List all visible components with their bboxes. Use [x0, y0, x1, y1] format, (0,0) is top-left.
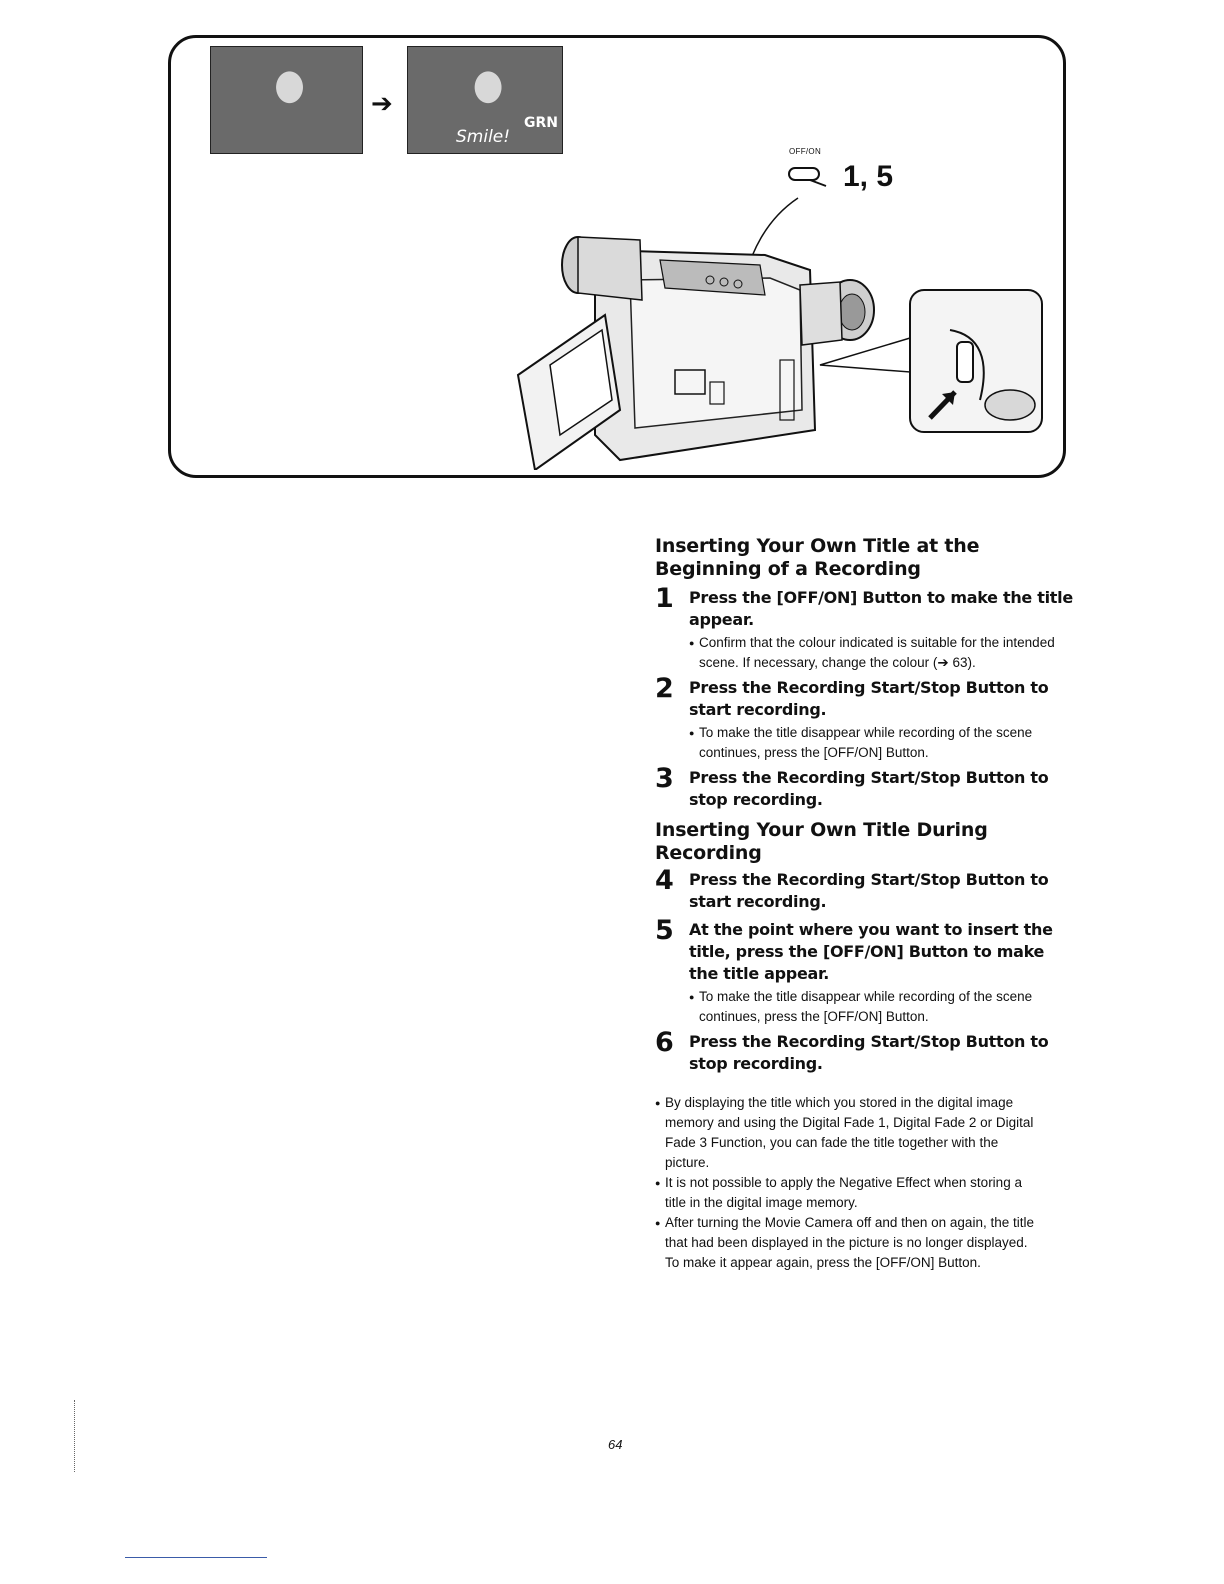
- step-number: 1: [655, 583, 674, 614]
- step-4: [655, 865, 1075, 913]
- step-instruction: Press the Recording Start/Stop Button to stop recording.: [689, 768, 1049, 809]
- offon-button-icon: [789, 168, 819, 180]
- margin-mark: [74, 1400, 76, 1472]
- right-arrow-icon: ➔: [371, 88, 393, 118]
- step-6: [655, 1027, 1075, 1075]
- step-2: [655, 673, 1075, 763]
- photo-title-text: Smile!: [456, 127, 511, 147]
- offon-button-label: OFF/ON: [789, 147, 822, 156]
- note-item: ● After turning the Movie Camera off and then on again, the title that had been displayed in the picture is no longer displayed. To make it appear again, press the [OFF/ON] Button.: [655, 1213, 1045, 1273]
- note-item: ● It is not possible to apply the Negative Effect when storing a title in the digital image memory.: [655, 1173, 1045, 1213]
- step-5: [655, 915, 1075, 1027]
- section-heading-during: Inserting Your Own Title During Recording: [655, 819, 988, 864]
- title-preview-photo-after: [407, 46, 563, 154]
- title-preview-photo-before: [210, 46, 363, 154]
- step-note: ● To make the title disappear while recording of the scene continues, press the [OFF/ON] Button.: [689, 723, 1075, 763]
- step-instruction: Press the [OFF/ON] Button to make the title appear.: [689, 588, 1073, 629]
- step-number: 3: [655, 763, 674, 794]
- note-item: ● By displaying the title which you stored in the digital image memory and using the Digital Fade 1, Digital Fade 2 or Digital Fade 3 Function, you can fade the title together with the picture.: [655, 1093, 1045, 1173]
- camcorder-illustration: [510, 160, 1050, 470]
- step-1: [655, 583, 1075, 673]
- step-3: [655, 763, 1075, 811]
- page-number: 64: [608, 1437, 623, 1452]
- step-number: 4: [655, 865, 674, 896]
- step-instruction: At the point where you want to insert the title, press the [OFF/ON] Button to make the title appear.: [689, 920, 1053, 983]
- step-instruction: Press the Recording Start/Stop Button to start recording.: [689, 870, 1049, 911]
- step-instruction: Press the Recording Start/Stop Button to stop recording.: [689, 1032, 1049, 1073]
- step-number: 6: [655, 1027, 674, 1058]
- section-heading-beginning: Inserting Your Own Title at the Beginning of a Recording: [655, 535, 980, 580]
- step-number: 2: [655, 673, 674, 704]
- instructions-column: [655, 535, 1075, 1273]
- step-note: ● Confirm that the colour indicated is suitable for the intended scene. If necessary, change the colour (➔ 63).: [689, 633, 1075, 673]
- step-note: ● To make the title disappear while recording of the scene continues, press the [OFF/ON] Button.: [689, 987, 1075, 1027]
- general-notes: [655, 1093, 1045, 1273]
- step-instruction: Press the Recording Start/Stop Button to start recording.: [689, 678, 1049, 719]
- photo-colour-indicator: GRN: [524, 115, 558, 131]
- step-callout-1-5: 1, 5: [843, 160, 894, 193]
- bottom-rule: [125, 1557, 267, 1558]
- step-number: 5: [655, 915, 674, 946]
